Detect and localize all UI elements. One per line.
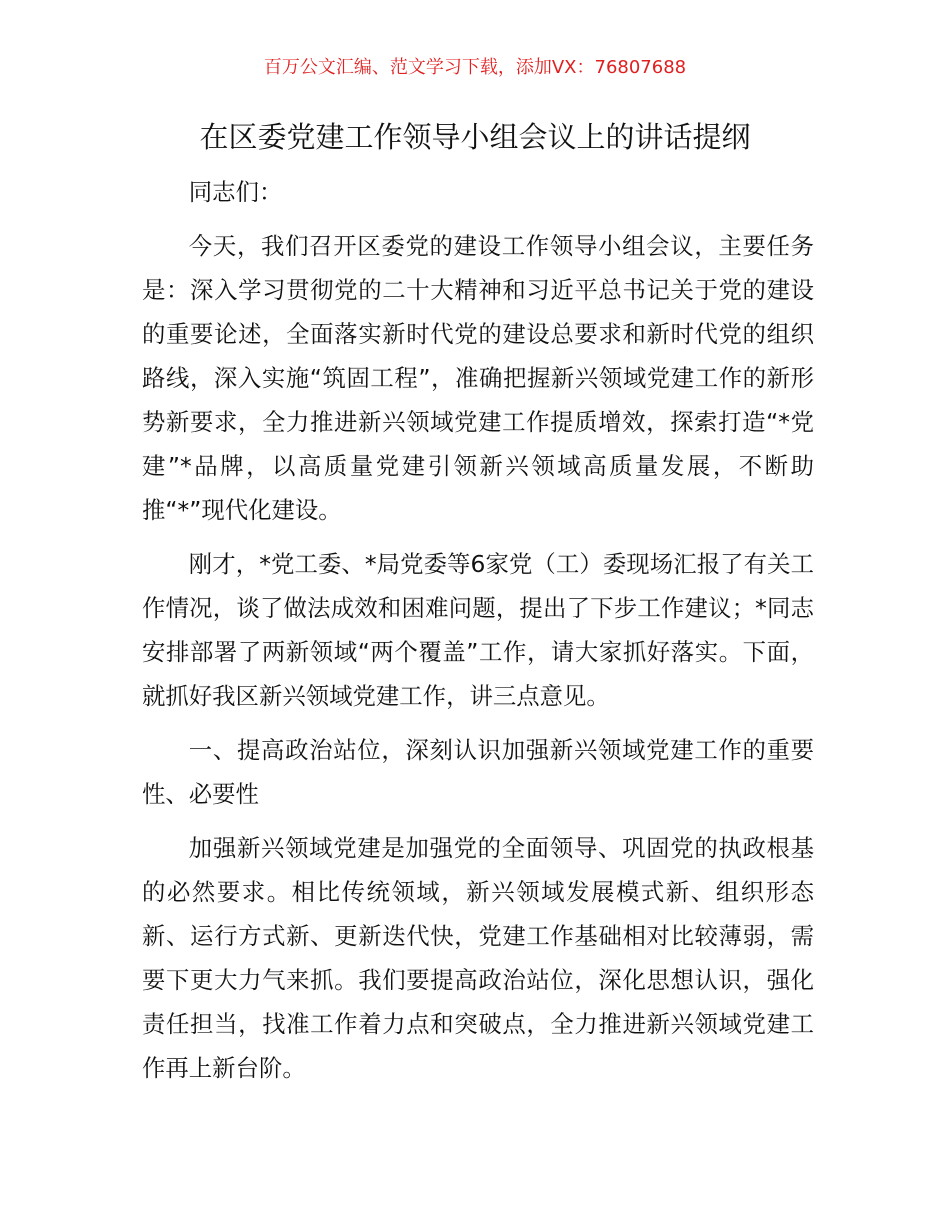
watermark-banner: 百万公文汇编、范文学习下载，添加VX：76807688 — [263, 57, 687, 78]
paragraph-section-1: 加强新兴领域党建是加强党的全面领导、巩固党的执政根基的必然要求。相比传统领域，新兴领域发展模式新、组织形态新、运行方式新、更新迭代快，党建工作基础相对比较薄弱，需要下更大力气来抓。我们要提高政治站位，深化思想认识，强化责任担当，找准工作着力点和突破点，全力推进新兴领域党建工作再上新台阶。 — [142, 834, 814, 1082]
document-body — [142, 170, 814, 1100]
paragraph-intro: 今天，我们召开区委党的建设工作领导小组会议，主要任务是：深入学习贯彻党的二十大精神和习近平总书记关于党的建设的重要论述，全面落实新时代党的建设总要求和新时代党的组织路线，深入实施“筑固工程”，准确把握新兴领域党建工作的新形势新要求，全力推进新兴领域党建工作提质增效，探索打造“*党建”*品牌，以高质量党建引领新兴领域高质量发展，不断助推“*”现代化建设。 — [142, 232, 814, 524]
document-title: 在区委党建工作领导小组会议上的讲话提纲 — [199, 120, 751, 154]
paragraph-report: 刚才，*党工委、*局党委等6家党（工）委现场汇报了有关工作情况，谈了做法成效和困难问题，提出了下步工作建议；*同志安排部署了两新领域“两个覆盖”工作，请大家抓好落实。下面，就抓好我区新兴领域党建工作，讲三点意见。 — [142, 550, 814, 710]
section-heading-1: 一、提高政治站位，深刻认识加强新兴领域党建工作的重要性、必要性 — [142, 736, 814, 808]
greeting: 同志们： — [188, 178, 283, 206]
